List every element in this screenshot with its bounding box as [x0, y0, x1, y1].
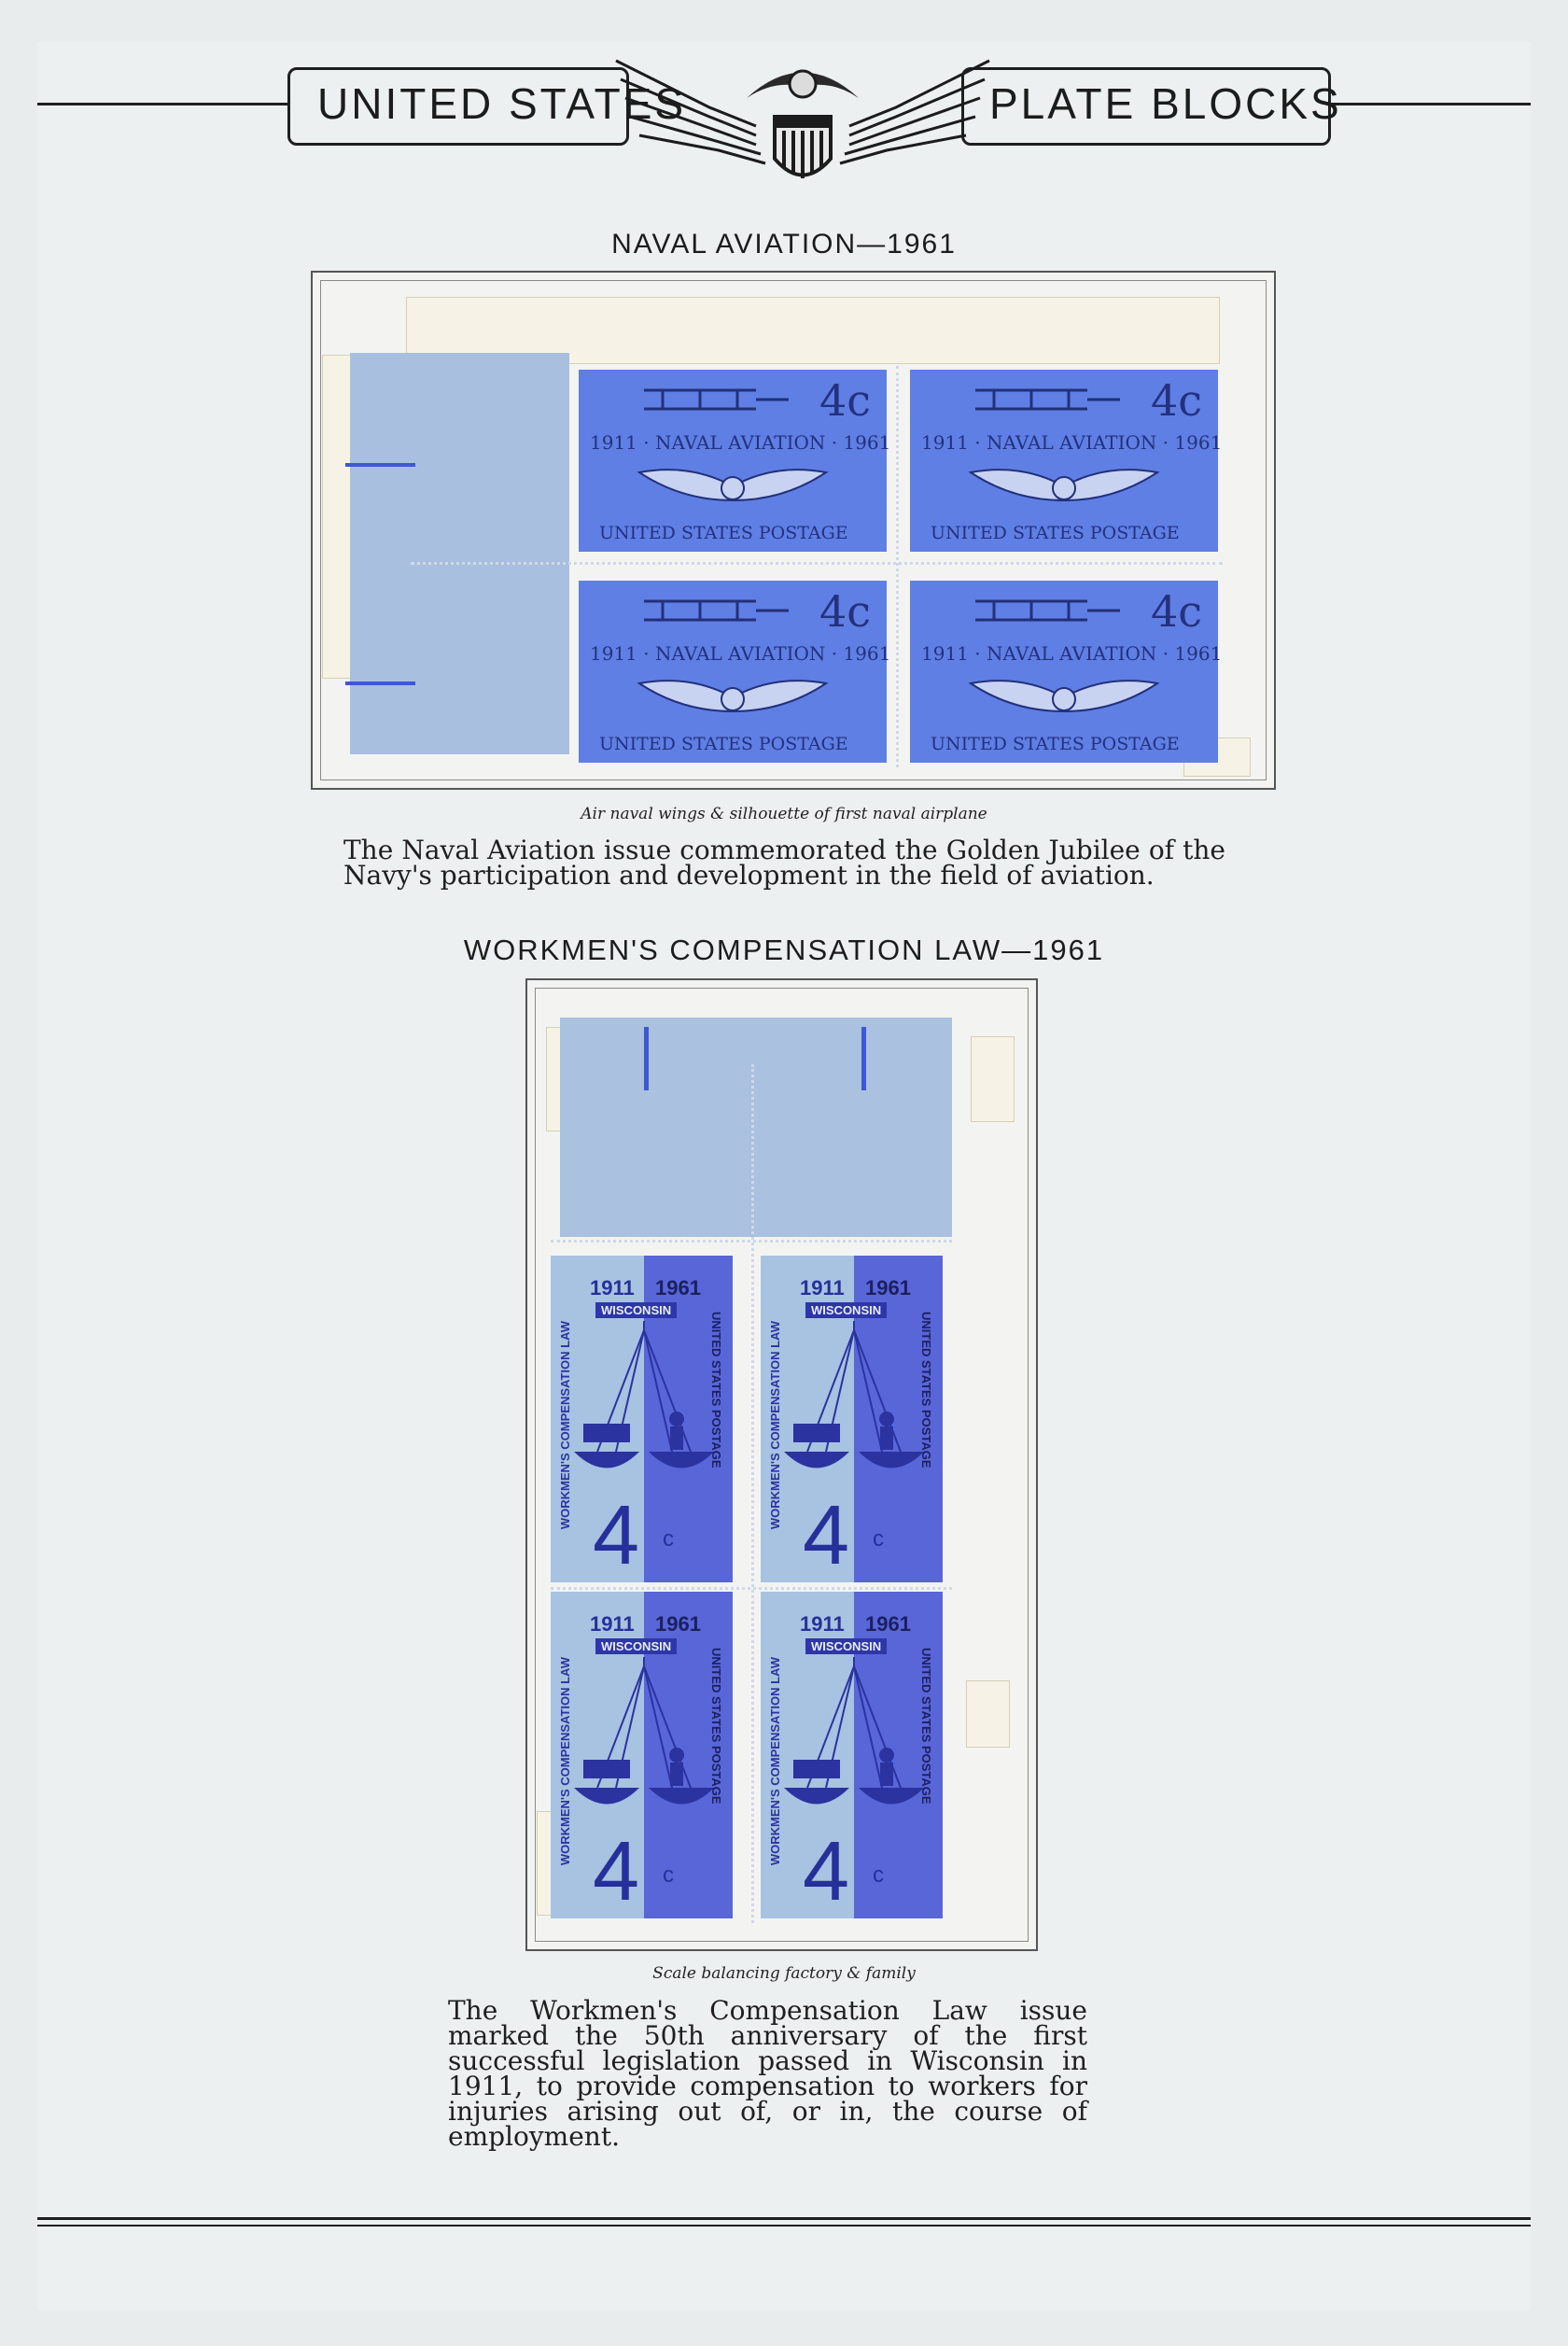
naval-stamp	[910, 370, 1223, 552]
naval-perforation-row	[411, 562, 1223, 565]
workmens-perforation-column	[751, 1064, 754, 1923]
eagle-shield-emblem-icon	[607, 42, 999, 201]
workmens-stamp	[551, 1256, 733, 1582]
navy-wings-icon	[635, 669, 831, 725]
naval-denomination: 4c	[819, 375, 872, 426]
workmens-stamp	[761, 1592, 943, 1918]
workmens-year-right: 1961	[655, 1612, 701, 1636]
workmens-side-text: WORKMEN'S COMPENSATION LAW	[558, 1321, 572, 1530]
naval-years-label: 1911 · NAVAL AVIATION · 1961	[921, 642, 1223, 665]
naval-plate-mark-lower	[345, 681, 415, 685]
workmens-cents: c	[663, 1862, 674, 1888]
balance-scale-icon	[779, 1321, 929, 1498]
workmens-year-right: 1961	[865, 1612, 911, 1636]
balance-scale-icon	[569, 1657, 719, 1834]
navy-wings-icon	[966, 669, 1162, 725]
workmens-selvage	[560, 1018, 952, 1237]
workmens-perforation-row-middle	[551, 1587, 952, 1590]
workmens-state-label: WISCONSIN	[595, 1302, 677, 1318]
workmens-compensation-caption: Scale balancing factory & family	[652, 1964, 916, 1983]
naval-denomination: 4c	[1151, 375, 1203, 426]
workmens-side-text: WORKMEN'S COMPENSATION LAW	[768, 1657, 782, 1866]
biplane-icon	[635, 590, 793, 637]
workmens-denomination: 4	[803, 1825, 850, 1918]
footer-rule-lower	[37, 2225, 1531, 2227]
workmens-perforation-row-top	[551, 1240, 952, 1243]
naval-country-label: UNITED STATES POSTAGE	[599, 523, 848, 543]
mount-hinge-upper-right	[971, 1036, 1015, 1122]
workmens-country-text: UNITED STATES POSTAGE	[919, 1312, 933, 1468]
naval-stamp	[579, 370, 891, 552]
workmens-year-left: 1911	[800, 1276, 845, 1299]
mount-hinge-lower-right	[966, 1680, 1010, 1748]
workmens-compensation-description: The Workmen's Compensation Law issue marked the 50th anniversary of the first successful legislation passed in Wisconsin in 1911, to provide compensation to workers for injuries arising out of, or in, the course of employment.	[448, 1995, 1087, 2152]
naval-stamp	[910, 581, 1223, 763]
naval-perforation-column	[896, 366, 899, 767]
naval-aviation-title: NAVAL AVIATION—1961	[611, 229, 957, 260]
biplane-icon	[635, 379, 793, 426]
workmens-country-text: UNITED STATES POSTAGE	[709, 1648, 723, 1805]
balance-scale-icon	[779, 1657, 929, 1834]
workmens-denomination: 4	[593, 1825, 640, 1918]
workmens-compensation-title: WORKMEN'S COMPENSATION LAW—1961	[463, 934, 1105, 966]
balance-scale-icon	[569, 1321, 719, 1498]
workmens-country-text: UNITED STATES POSTAGE	[919, 1648, 933, 1805]
naval-years-label: 1911 · NAVAL AVIATION · 1961	[590, 642, 891, 665]
workmens-year-right: 1961	[655, 1276, 701, 1299]
naval-country-label: UNITED STATES POSTAGE	[931, 523, 1180, 543]
naval-denomination: 4c	[1151, 586, 1203, 637]
biplane-icon	[966, 379, 1125, 426]
workmens-country-text: UNITED STATES POSTAGE	[709, 1312, 723, 1468]
workmens-state-label: WISCONSIN	[805, 1638, 887, 1654]
biplane-icon	[966, 590, 1125, 637]
naval-stamp	[579, 581, 891, 763]
workmens-cents: c	[873, 1862, 884, 1888]
navy-wings-icon	[966, 458, 1162, 514]
navy-wings-icon	[635, 458, 831, 514]
workmens-cents: c	[663, 1526, 674, 1552]
workmens-denomination: 4	[803, 1489, 850, 1582]
naval-country-label: UNITED STATES POSTAGE	[599, 734, 848, 754]
workmens-side-text: WORKMEN'S COMPENSATION LAW	[558, 1657, 572, 1866]
naval-years-label: 1911 · NAVAL AVIATION · 1961	[921, 431, 1223, 454]
workmens-year-left: 1911	[590, 1612, 635, 1636]
workmens-state-label: WISCONSIN	[805, 1302, 887, 1318]
workmens-denomination: 4	[593, 1489, 640, 1582]
naval-plate-mark-upper	[345, 463, 415, 467]
workmens-plate-mark-right	[861, 1027, 866, 1090]
workmens-cents: c	[873, 1526, 884, 1552]
workmens-side-text: WORKMEN'S COMPENSATION LAW	[768, 1321, 782, 1530]
workmens-state-label: WISCONSIN	[595, 1638, 677, 1654]
workmens-year-right: 1961	[865, 1276, 911, 1299]
naval-aviation-description: The Naval Aviation issue commemorated the Golden Jubilee of the Navy's participation and development in the field of aviation.	[343, 835, 1225, 891]
naval-selvage	[350, 353, 569, 754]
naval-aviation-caption: Air naval wings & silhouette of first naval airplane	[581, 805, 987, 823]
workmens-stamp	[761, 1256, 943, 1582]
header-right-title: PLATE BLOCKS	[989, 79, 1342, 128]
workmens-stamp	[551, 1592, 733, 1918]
workmens-year-left: 1911	[590, 1276, 635, 1299]
header-rule-left	[37, 103, 289, 105]
naval-denomination: 4c	[819, 586, 872, 637]
footer-rule-upper	[37, 2217, 1531, 2220]
workmens-year-left: 1911	[800, 1612, 845, 1636]
workmens-plate-mark-left	[644, 1027, 649, 1090]
naval-years-label: 1911 · NAVAL AVIATION · 1961	[590, 431, 891, 454]
naval-country-label: UNITED STATES POSTAGE	[931, 734, 1180, 754]
header-left-title: UNITED STATES	[317, 79, 687, 128]
header-rule-right	[1325, 103, 1531, 105]
